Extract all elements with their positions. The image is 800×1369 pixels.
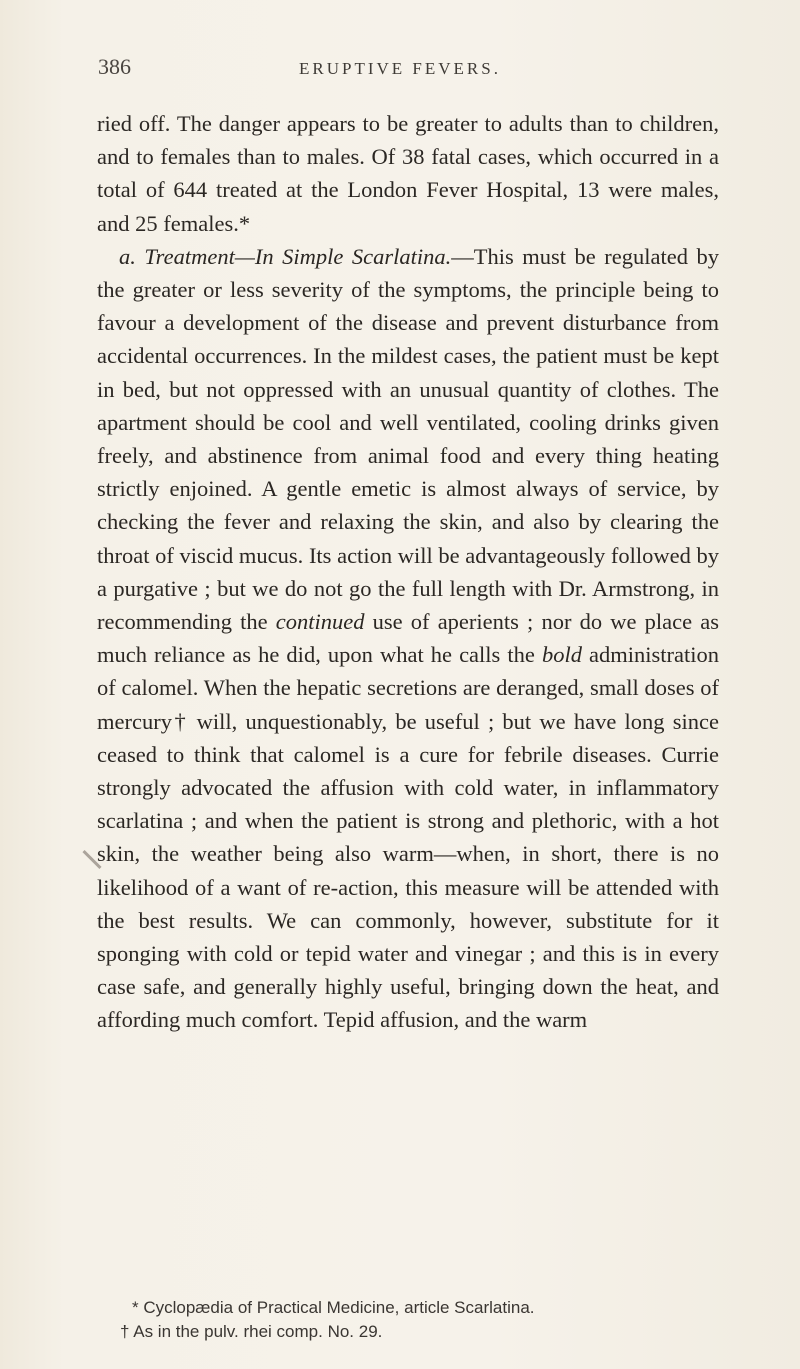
running-head: ERUPTIVE FEVERS. (299, 59, 501, 78)
emphasis-continued: continued (275, 609, 365, 635)
footnotes (120, 1296, 720, 1344)
paragraph-text-3: administration of calomel. When the hepatic secretions are deranged, small doses of mercury† will, unquestionably, be useful ; but we have long since ceased to think that calomel is a cure for febrile diseases. Currie strongly advocated the affusion with cold water, in inflammatory scarlatina ; and when the patient is strong and plethoric, with a hot skin, the weather being also warm—when, in short, there is no likelihood of a want of re-action, this measure will be attended with the best results. We can commonly, however, substitute for it sponging with cold or tepid water and vinegar ; and this is in every case safe, and generally highly useful, bringing down the heat, and affording much comfort. Tepid affusion, and the warm (97, 642, 720, 1033)
section-label: a. (119, 243, 136, 269)
paragraph-text-2: use of aperients ; nor do we place as much reliance as he did, upon what he calls the (97, 609, 720, 668)
footnote-1: * Cyclopædia of Practical Medicine, article Scarlatina. (132, 1298, 535, 1317)
section-heading: Treatment—In Simple Scarlatina. (144, 243, 452, 269)
footnote-2: † As in the pulv. rhei comp. No. 29. (120, 1322, 383, 1341)
page-header (0, 54, 800, 84)
page-number: 386 (98, 54, 131, 79)
emphasis-bold: bold (541, 642, 582, 668)
body-text (97, 107, 719, 1037)
paragraph-text-1: —This must be regulated by the greater or less severity of the symptoms, the principle being to favour a development of the disease and prevent disturbance from accidental occurrences. In the mildest cases, the patient must be kept in bed, but not oppressed with an unusual quantity of clothes. The apartment should be cool and well ventilated, cooling drinks given freely, and abstinence from animal food and every thing heating strictly enjoined. A gentle emetic is almost always of service, by checking the fever and relaxing the skin, and also by clearing the throat of viscid mucus. Its action will be advantageously followed by a purgative ; but we do not go the full length with Dr. Armstrong, in recommending the (97, 243, 720, 635)
paragraph-continuation: ried off. The danger appears to be greater to adults than to children, and to females than to males. Of 38 fatal cases, which occurred in a total of 644 treated at the London Fever Hospital, 13 were males, and 25 females.* (97, 111, 719, 236)
paragraph-treatment (97, 240, 719, 1037)
